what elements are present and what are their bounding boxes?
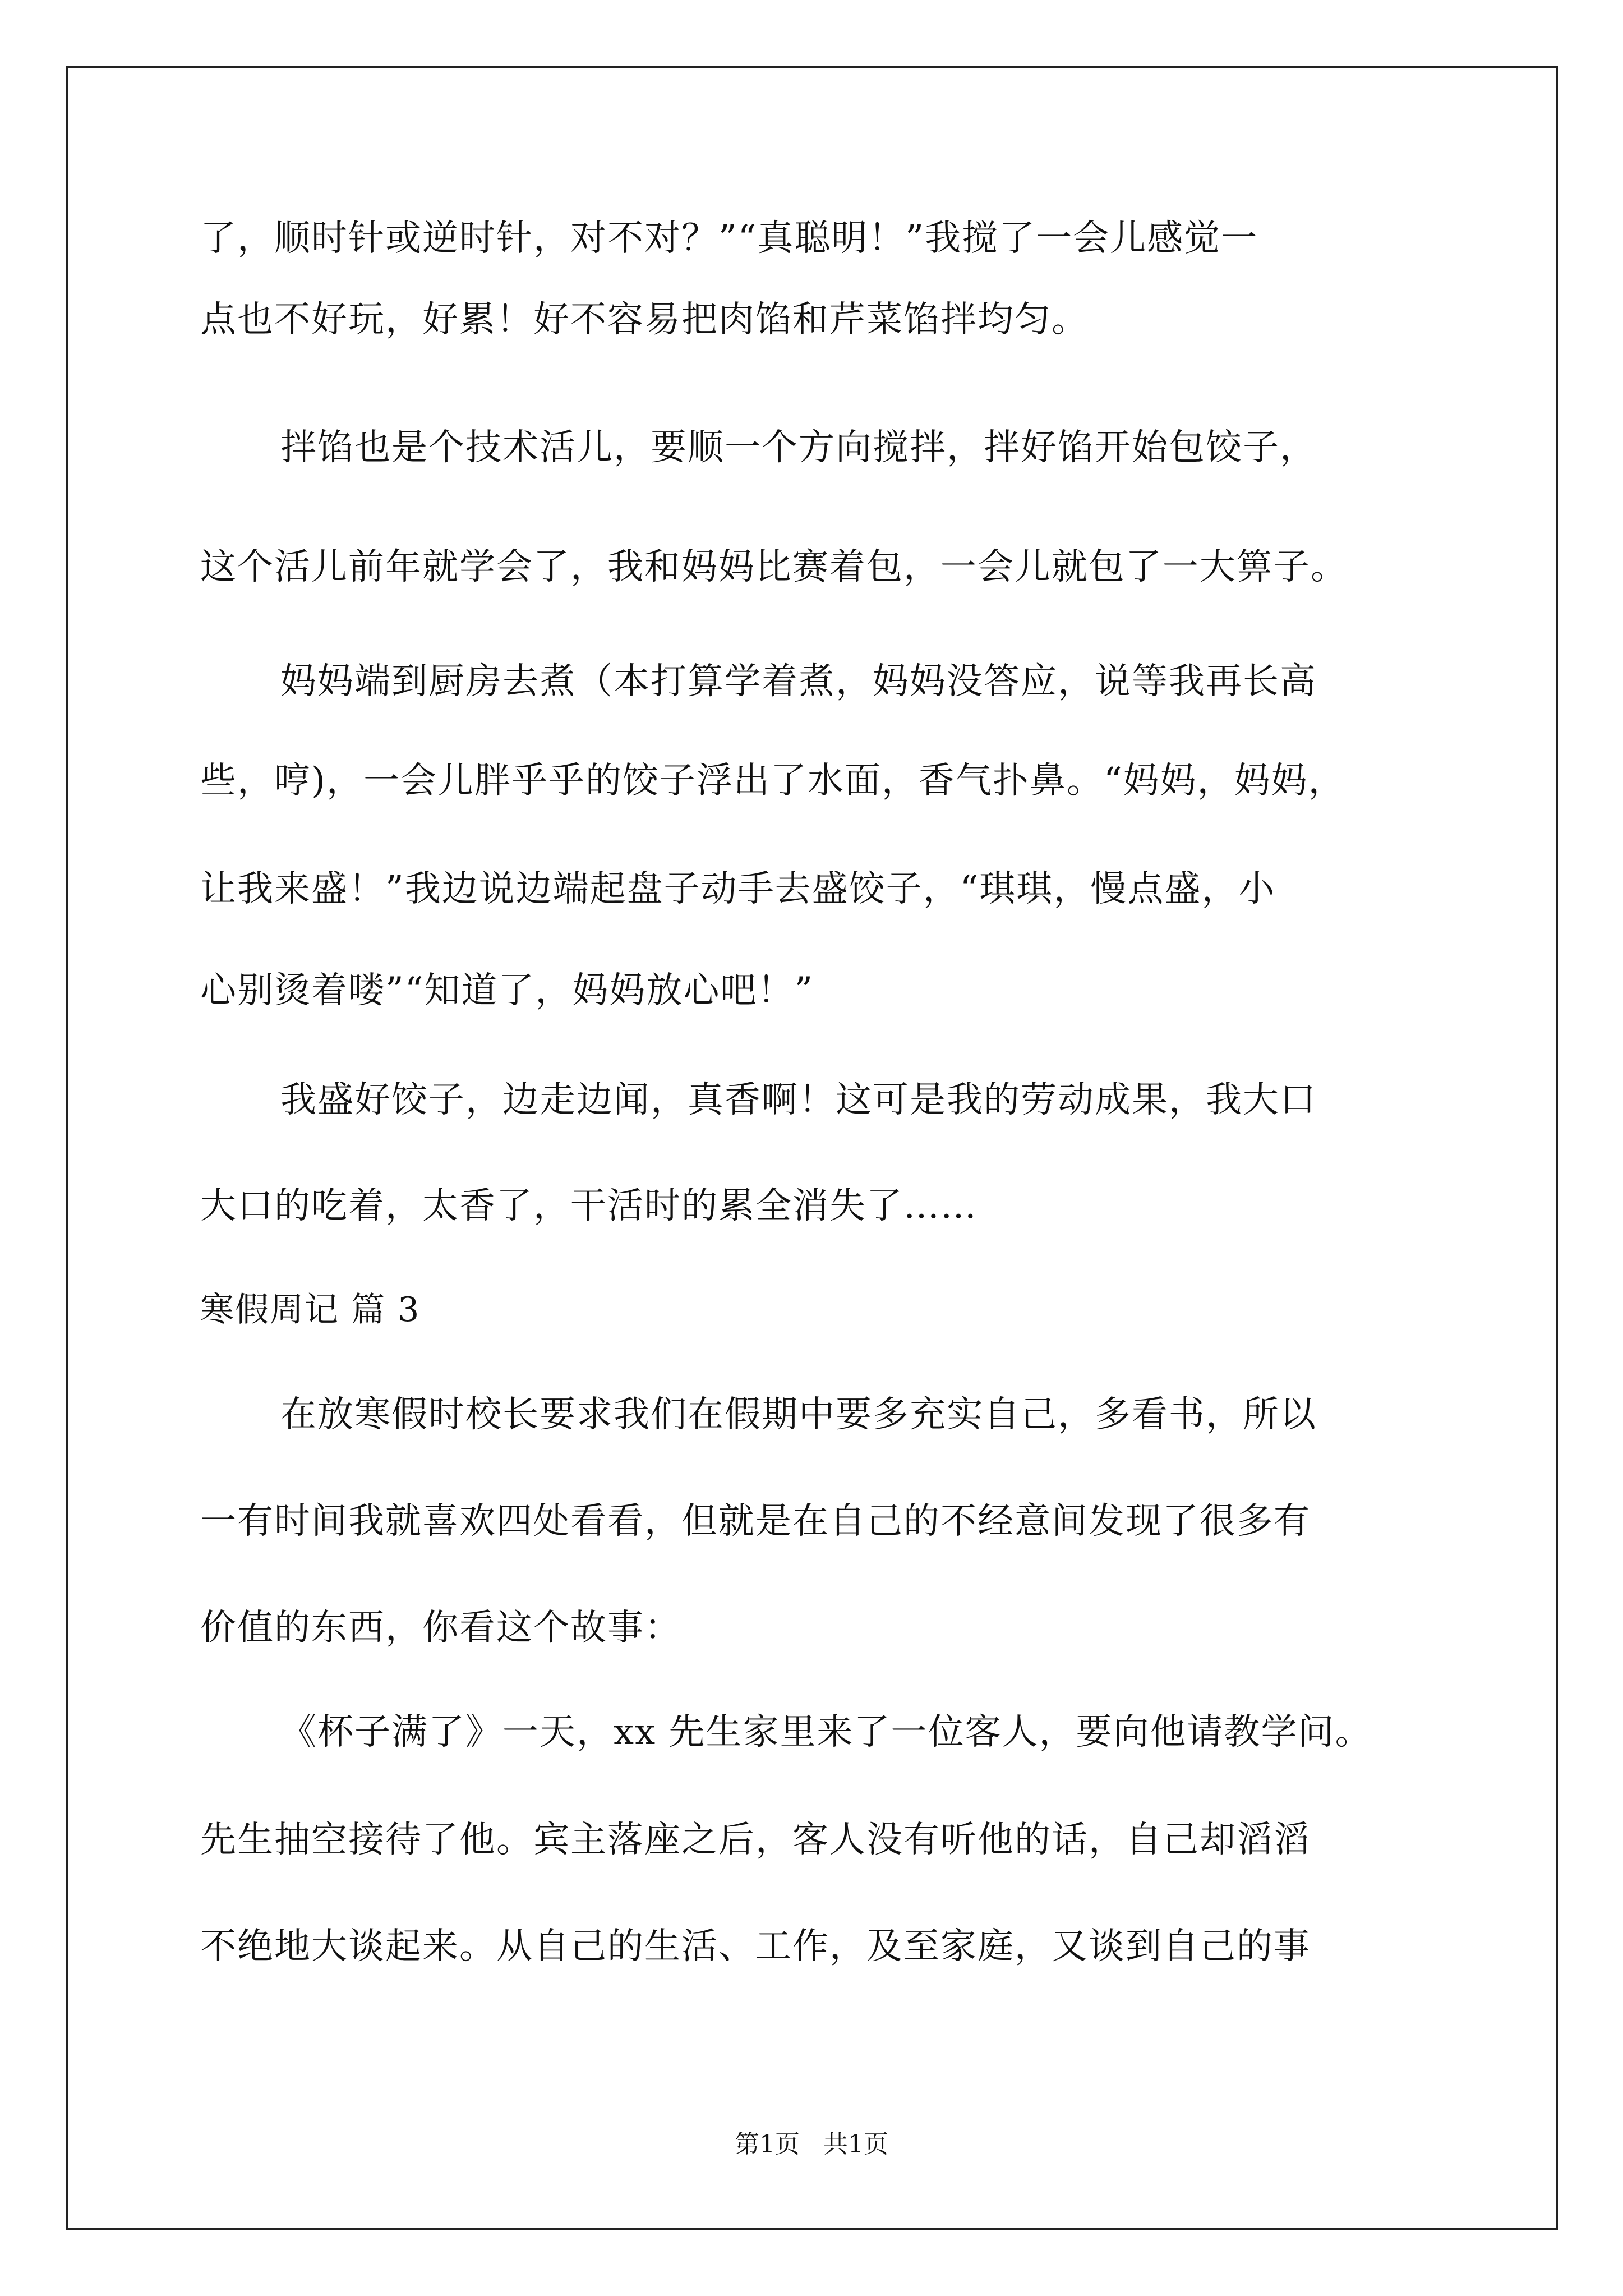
text-line: 点也不好玩，好累！好不容易把肉馅和芹菜馅拌均匀。	[200, 299, 1089, 341]
text-line: 大口的吃着，太香了，干活时的累全消失了……	[200, 1185, 978, 1227]
text-line: 不绝地大谈起来。从自己的生活、工作，及至家庭，又谈到自己的事	[200, 1926, 1311, 1967]
paragraph-start-line: 我盛好饺子，边走边闻，真香啊！这可是我的劳动成果，我大口	[280, 1079, 1317, 1121]
page-footer: 第1页 共1页	[735, 2130, 888, 2159]
text-line: 价值的东西，你看这个故事：	[200, 1607, 681, 1649]
text-line: 让我来盛！”我边说边端起盘子动手去盛饺子，“琪琪，慢点盛，小	[200, 868, 1276, 910]
section-heading: 寒假周记 篇 3	[200, 1290, 421, 1329]
text-line: 一有时间我就喜欢四处看看，但就是在自己的不经意间发现了很多有	[200, 1501, 1311, 1542]
paragraph-start-line: 妈妈端到厨房去煮（本打算学着煮，妈妈没答应，说等我再长高	[280, 661, 1317, 702]
paragraph-start-line: 在放寒假时校长要求我们在假期中要多充实自己，多看书，所以	[280, 1394, 1317, 1435]
paragraph-start-line: 《杯子满了》一天，xx 先生家里来了一位客人，要向他请教学问。	[280, 1711, 1372, 1753]
page-border	[66, 66, 1558, 2230]
paragraph-start-line: 拌馅也是个技术活儿，要顺一个方向搅拌，拌好馅开始包饺子，	[280, 427, 1317, 468]
text-line: 先生抽空接待了他。宾主落座之后，客人没有听他的话，自己却滔滔	[200, 1819, 1311, 1861]
text-line: 心别烫着喽”“知道了，妈妈放心吧！”	[200, 970, 814, 1011]
text-line: 这个活儿前年就学会了，我和妈妈比赛着包，一会儿就包了一大箅子。	[200, 546, 1348, 588]
text-line: 了，顺时针或逆时针，对不对？”“真聪明！”我搅了一会儿感觉一	[200, 218, 1258, 259]
text-line: 些，哼)，一会儿胖乎乎的饺子浮出了水面，香气扑鼻。“妈妈，妈妈，	[200, 760, 1345, 802]
